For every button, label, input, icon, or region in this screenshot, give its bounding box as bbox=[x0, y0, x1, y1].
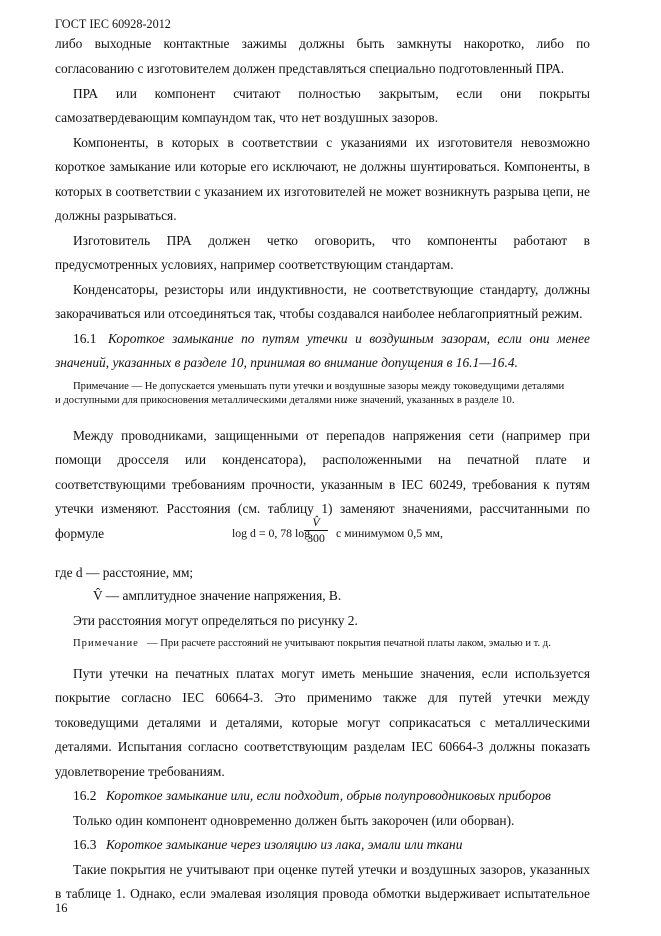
formula-lhs: log d = 0, 78 log bbox=[232, 526, 311, 540]
formula-tail: с минимумом 0,5 мм, bbox=[336, 526, 443, 540]
text-line: должны разрываться. bbox=[55, 208, 177, 223]
text-line: Конденсаторы, резисторы или индуктивности, не соответствующие стандарту, должны bbox=[73, 282, 590, 297]
text-line: предусмотренных условиях, например соответствующим стандартам. bbox=[55, 257, 454, 272]
formula-numerator: V̂ bbox=[312, 515, 320, 529]
text-line: короткое замыкание или которые его исключают, не должны шунтироваться. Компоненты, в bbox=[55, 159, 590, 174]
text-line: формуле bbox=[55, 526, 105, 541]
text-line: закорачиваться или отсоединяться так, чтобы создавался наиболее неблагоприятный режим. bbox=[55, 306, 583, 321]
text-line: соответствующими требованиям прочности, указанным в IEC 60249, требования к путям bbox=[55, 477, 590, 492]
text-line: Такие покрытия не учитывают при оценке путей утечки и воздушных зазоров, указанных bbox=[73, 862, 590, 877]
text-line: удовлетворение требованиям. bbox=[55, 764, 225, 779]
note-label: Примечание bbox=[73, 638, 139, 649]
text-line: либо выходные контактные зажимы должны быть замкнуты накоротко, либо по bbox=[55, 36, 590, 51]
note-line: и доступными для прикосновения металлическими деталями ниже значений, указанных в разделе 10. bbox=[55, 395, 515, 406]
text-line: которых в соответствии с указанием их изготовителей не может возникнуть разрыва цепи, не bbox=[55, 184, 590, 199]
section-title: Короткое замыкание через изоляцию из лака, эмали или ткани bbox=[106, 837, 463, 852]
section-number: 16.2 bbox=[73, 788, 97, 803]
text-line: в таблице 1. Однако, если эмалевая изоляция провода обмотки выдерживает испытательное bbox=[55, 886, 590, 901]
text-line: токоведущими деталями и деталями, которые могут соприкасаться с металлическими bbox=[55, 715, 590, 730]
formula-fraction bbox=[304, 516, 328, 545]
section-number: 16.3 bbox=[73, 837, 97, 852]
section-title: Короткое замыкание или, если подходит, обрыв полупроводниковых приборов bbox=[106, 788, 551, 803]
text-line: покрытие согласно IEC 60664-3. Это применимо также для путей утечки между bbox=[55, 690, 590, 705]
text-line: утечки изменяют. Расстояния (см. таблицу 1) заменяют значениями, рассчитанными по bbox=[55, 501, 590, 516]
text-line: Компоненты, в которых в соответствии с указаниями их изготовителя невозможно bbox=[73, 135, 590, 150]
text-line: ПРА или компонент считают полностью закрытым, если они покрыты bbox=[73, 86, 590, 101]
text-line: Эти расстояния могут определяться по рисунку 2. bbox=[73, 613, 358, 628]
text-line: Только один компонент одновременно должен быть закорочен (или оборван). bbox=[73, 813, 515, 828]
section-number: 16.1 bbox=[73, 331, 97, 346]
definition-line: где d — расстояние, мм; bbox=[55, 565, 194, 580]
definition-line: V̂ — амплитудное значение напряжения, В. bbox=[93, 588, 342, 603]
text-line: согласованию с изготовителем должен представляться специально подготовленный ПРА. bbox=[55, 61, 565, 76]
running-header: ГОСТ IEC 60928-2012 bbox=[55, 17, 171, 31]
note-text: — При расчете расстояний не учитывают покрытия печатной платы лаком, эмалью и т. д. bbox=[147, 638, 551, 649]
section-title: Короткое замыкание по путям утечки и воздушным зазорам, если они менее bbox=[108, 331, 590, 346]
text-line: Пути утечки на печатных платах могут иметь меньшие значения, если используется bbox=[73, 666, 590, 681]
formula-denominator: 300 bbox=[307, 531, 325, 545]
text-line: помощи дросселя или конденсатора), расположенными на печатной плате и bbox=[55, 452, 590, 467]
text-line: деталями. Испытания согласно соответствующим разделам IEC 60664-3 должны показать bbox=[55, 739, 590, 754]
text-line: самозатвердевающим компаундом так, что нет воздушных зазоров. bbox=[55, 110, 439, 125]
note-line: Примечание — Не допускается уменьшать пути утечки и воздушные зазоры между токоведущими деталями bbox=[73, 381, 565, 392]
text-line: Между проводниками, защищенными от перепадов напряжения сети (например при bbox=[73, 428, 590, 443]
page-number: 16 bbox=[55, 901, 68, 915]
section-title-cont: значений, указанных в разделе 10, принимая во внимание допущения в 16.1—16.4. bbox=[55, 355, 518, 370]
text-line: Изготовитель ПРА должен четко оговорить, что компоненты работают в bbox=[73, 233, 590, 248]
